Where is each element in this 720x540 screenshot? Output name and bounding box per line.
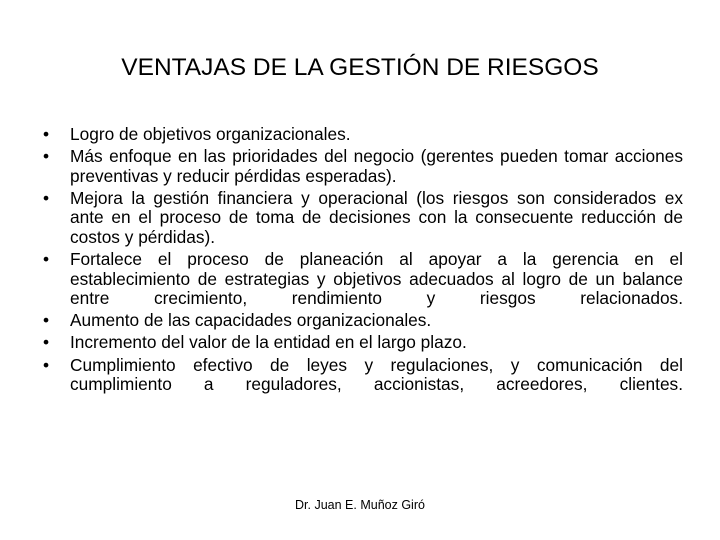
bullet-icon: • (43, 354, 50, 375)
bullet-icon: • (43, 310, 50, 331)
bullet-icon: • (43, 146, 50, 167)
bullet-text: Más enfoque en las prioridades del negocio (gerentes pueden tomar acciones preventivas y reducir pérdidas esperadas). (70, 146, 683, 186)
slide-title: VENTAJAS DE LA GESTIÓN DE RIESGOS (121, 54, 599, 81)
list-item (43, 147, 683, 186)
list-item (43, 356, 683, 395)
bullet-list (43, 125, 683, 397)
list-item (43, 311, 683, 331)
list-item (43, 333, 683, 353)
bullet-icon: • (43, 124, 50, 144)
bullet-icon: • (43, 332, 50, 353)
bullet-icon: • (43, 249, 50, 270)
list-item (43, 125, 683, 145)
bullet-text: Cumplimiento efectivo de leyes y regulaciones, y comunicación del cumplimiento a reguladores, accionistas, acreedores, clientes. (70, 354, 683, 395)
list-item (43, 250, 683, 309)
bullet-icon: • (43, 187, 50, 208)
bullet-text: Mejora la gestión financiera y operacional (los riesgos son considerados ex ante en el proceso de toma de decisiones con la consecuente reducción de costos y pérdidas). (70, 187, 683, 247)
list-item (43, 189, 683, 248)
bullet-text: Fortalece el proceso de planeación al apoyar a la gerencia en el establecimiento de estrategias y objetivos adecuados al logro de un balance entre crecimiento, rendimiento y riesgos relacionados. (70, 249, 683, 309)
bullet-text: Logro de objetivos organizacionales. (70, 124, 351, 144)
bullet-text: Aumento de las capacidades organizacionales. (70, 310, 432, 331)
bullet-text: Incremento del valor de la entidad en el largo plazo. (70, 332, 467, 353)
footer-author: Dr. Juan E. Muñoz Giró (295, 498, 425, 512)
